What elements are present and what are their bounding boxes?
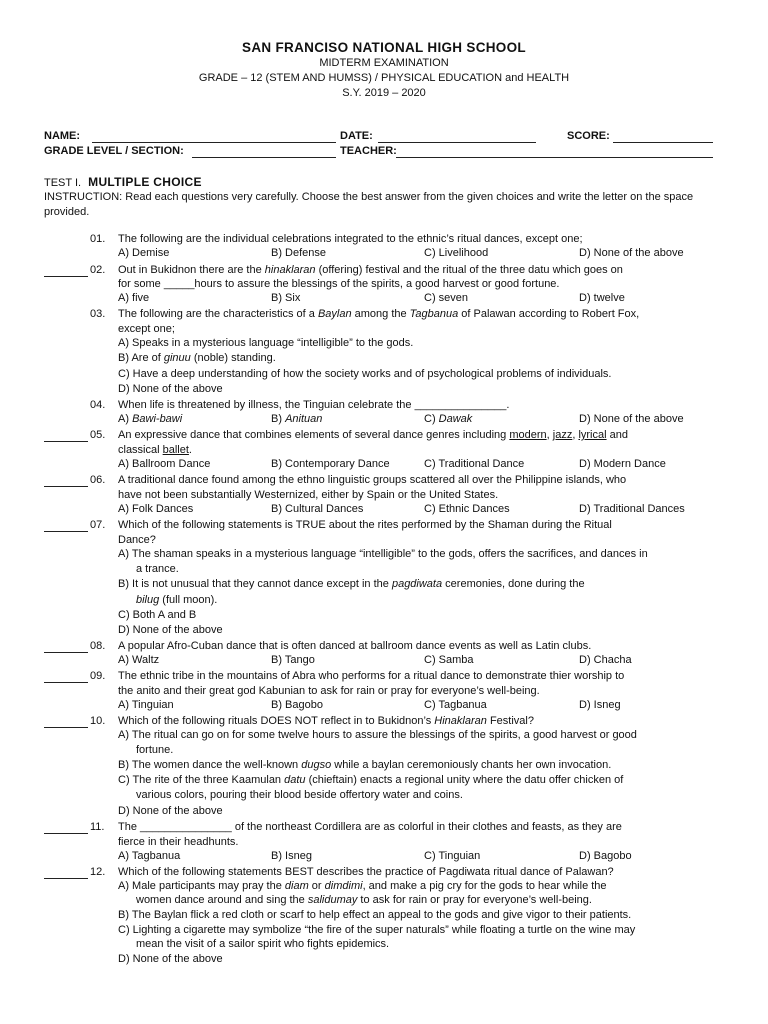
- question-text: An expressive dance that combines elements of several dance genres including modern, jazz, lyrical and: [118, 429, 628, 441]
- answer-blank[interactable]: [44, 486, 88, 487]
- question-number: 03.: [90, 308, 106, 320]
- option-b: B) Bagobo: [271, 699, 323, 711]
- option-a: A) The shaman speaks in a mysterious language “intelligible” to the gods, offers the sacrifices, and dances in: [118, 548, 648, 560]
- question-text: When life is threatened by illness, the Tinguian celebrate the _______________.: [118, 399, 510, 411]
- option-c: C) The rite of the three Kaamulan datu (chieftain) enacts a regional unity where the datu offer chicken of: [118, 774, 624, 786]
- option-b-cont: bilug (full moon).: [136, 594, 218, 606]
- option-a-cont: a trance.: [136, 563, 179, 575]
- option-d: D) None of the above: [118, 624, 223, 636]
- option-a: A) five: [118, 292, 150, 304]
- question-number: 12.: [90, 866, 106, 878]
- answer-blank[interactable]: [44, 727, 88, 728]
- option-c: C) Traditional Dance: [424, 458, 525, 470]
- teacher-label: TEACHER:: [340, 145, 397, 157]
- school-year: S.Y. 2019 – 2020: [342, 87, 426, 99]
- instruction: INSTRUCTION: Read each questions very carefully. Choose the best answer from the given choices and write the letter on the space provided.: [44, 191, 694, 218]
- date-label: DATE:: [340, 130, 373, 142]
- answer-blank[interactable]: [44, 652, 88, 653]
- option-d: D) Traditional Dances: [579, 503, 685, 515]
- question-text: The following are the individual celebrations integrated to the ethnic’s ritual dances, except one;: [118, 233, 583, 245]
- question-text: Dance?: [118, 534, 156, 546]
- question-text: The _______________ of the northeast Cordillera are as colorful in their clothes and feasts, as they are: [118, 821, 622, 833]
- question-text: A popular Afro-Cuban dance that is often danced at ballroom dance events as well as Latin clubs.: [118, 640, 592, 652]
- question-number: 04.: [90, 399, 106, 411]
- answer-blank[interactable]: [44, 682, 88, 683]
- question-text: for some _____hours to assure the blessings of the spirits, a good harvest or good fortune.: [118, 278, 560, 290]
- option-b: B) Contemporary Dance: [271, 458, 390, 470]
- option-c: C) Both A and B: [118, 609, 197, 621]
- option-d: D) Chacha: [579, 654, 632, 666]
- question-text: classical ballet.: [118, 444, 192, 456]
- option-d: D) None of the above: [118, 805, 223, 817]
- option-c: C) Lighting a cigarette may symbolize “the fire of the super naturals” while floating a turtle on the wine may: [118, 924, 636, 936]
- option-d: D) None of the above: [579, 413, 684, 425]
- option-b: B) The Baylan flick a red cloth or scarf to help effect an appeal to the gods and give vigor to their patients.: [118, 909, 632, 921]
- option-b: B) The women dance the well-known dugso while a baylan ceremoniously chants her own invocation.: [118, 759, 612, 771]
- option-d: D) Modern Dance: [579, 458, 666, 470]
- question-text: fierce in their headhunts.: [118, 836, 239, 848]
- option-b: B) Defense: [271, 247, 327, 259]
- option-d: D) None of the above: [118, 953, 223, 965]
- option-d: D) Isneg: [579, 699, 621, 711]
- question-number: 07.: [90, 519, 106, 531]
- answer-blank[interactable]: [44, 276, 88, 277]
- option-a: A) Demise: [118, 247, 170, 259]
- option-b: B) It is not unusual that they cannot dance except in the pagdiwata ceremonies, done during the: [118, 578, 585, 590]
- exam-subject: GRADE – 12 (STEM AND HUMSS) / PHYSICAL EDUCATION and HEALTH: [198, 72, 570, 84]
- grade-section-field[interactable]: [192, 157, 336, 158]
- option-a: A) Bawi-bawi: [118, 413, 183, 425]
- option-c: C) Livelihood: [424, 247, 489, 259]
- option-a-cont: women dance around and sing the salidumay to ask for rain or pray for everyone’s well-being.: [136, 894, 592, 906]
- score-label: SCORE:: [567, 130, 610, 142]
- answer-blank[interactable]: [44, 833, 88, 834]
- option-c: C) Ethnic Dances: [424, 503, 510, 515]
- question-number: 02.: [90, 264, 106, 276]
- question-text: The following are the characteristics of a Baylan among the Tagbanua of Palawan according to Robert Fox,: [118, 308, 640, 320]
- option-c-cont: various colors, pouring their blood beside offertory water and coins.: [136, 789, 463, 801]
- option-d: D) None of the above: [118, 383, 223, 395]
- question-number: 11.: [90, 821, 105, 833]
- option-b: B) Tango: [271, 654, 315, 666]
- question-number: 05.: [90, 429, 106, 441]
- answer-blank[interactable]: [44, 878, 88, 879]
- question-text: except one;: [118, 323, 175, 335]
- option-b: B) Six: [271, 292, 301, 304]
- option-a: A) Folk Dances: [118, 503, 194, 515]
- question-number: 06.: [90, 474, 106, 486]
- score-field[interactable]: [613, 142, 713, 143]
- question-number: 10.: [90, 715, 106, 727]
- option-a: A) Ballroom Dance: [118, 458, 211, 470]
- test-title: MULTIPLE CHOICE: [88, 175, 202, 189]
- option-c: C) Samba: [424, 654, 474, 666]
- option-c: C) Have a deep understanding of how the society works and of psychological problems of individuals.: [118, 368, 612, 380]
- option-b: B) Anituan: [271, 413, 323, 425]
- option-a: A) Waltz: [118, 654, 160, 666]
- option-d: D) twelve: [579, 292, 625, 304]
- option-b: B) Cultural Dances: [271, 503, 364, 515]
- option-c: C) Tagbanua: [424, 699, 487, 711]
- test-label: TEST I.: [44, 177, 82, 189]
- option-c: C) Dawak: [424, 413, 473, 425]
- question-text: the anito and their great god Kabunian to ask for rain or pray for everyone’s well-being.: [118, 685, 540, 697]
- teacher-field[interactable]: [396, 157, 713, 158]
- test-heading: [44, 175, 202, 189]
- option-a: A) The ritual can go on for some twelve hours to assure the blessings of the spirits, a good harvest or good: [118, 729, 637, 741]
- question-number: 01.: [90, 233, 106, 245]
- question-text: Which of the following statements is TRUE about the rites performed by the Shaman during the Ritual: [118, 519, 612, 531]
- option-a: A) Tinguian: [118, 699, 174, 711]
- date-field[interactable]: [378, 142, 536, 143]
- grade-section-label: GRADE LEVEL / SECTION:: [44, 145, 184, 157]
- question-text: The ethnic tribe in the mountains of Abra who performs for a ritual dance to demonstrate thier worship to: [118, 670, 625, 682]
- option-b: B) Are of ginuu (noble) standing.: [118, 352, 276, 364]
- option-a: A) Speaks in a mysterious language “intelligible” to the gods.: [118, 337, 414, 349]
- name-field[interactable]: [92, 142, 336, 143]
- question-text: Which of the following statements BEST describes the practice of Pagdiwata ritual dance of Palawan?: [118, 866, 614, 878]
- option-c: C) Tinguian: [424, 850, 481, 862]
- option-a: A) Male participants may pray the diam or dimdimi, and make a pig cry for the gods to hear while the: [118, 880, 607, 892]
- option-d: D) Bagobo: [579, 850, 632, 862]
- question-text: have not been substantially Westernized, either by Spain or the United States.: [118, 489, 499, 501]
- question-number: 09.: [90, 670, 106, 682]
- question-number: 08.: [90, 640, 106, 652]
- school-name: SAN FRANCISO NATIONAL HIGH SCHOOL: [242, 40, 526, 55]
- option-a-cont: fortune.: [136, 744, 174, 756]
- option-d: D) None of the above: [579, 247, 684, 259]
- exam-title: MIDTERM EXAMINATION: [319, 57, 449, 69]
- answer-blank[interactable]: [44, 531, 88, 532]
- name-label: NAME:: [44, 130, 81, 142]
- question-text: Which of the following rituals DOES NOT reflect in to Bukidnon’s Hinaklaran Festival?: [118, 715, 534, 727]
- option-a: A) Tagbanua: [118, 850, 181, 862]
- option-c-cont: mean the visit of a sailor spirit who fights epidemics.: [136, 938, 390, 950]
- answer-blank[interactable]: [44, 441, 88, 442]
- option-c: C) seven: [424, 292, 469, 304]
- option-b: B) Isneg: [271, 850, 312, 862]
- question-text: A traditional dance found among the ethno linguistic groups scattered all over the Philippine islands, who: [118, 474, 627, 486]
- question-text: Out in Bukidnon there are the hinaklaran (offering) festival and the ritual of the three datu which goes on: [118, 264, 623, 276]
